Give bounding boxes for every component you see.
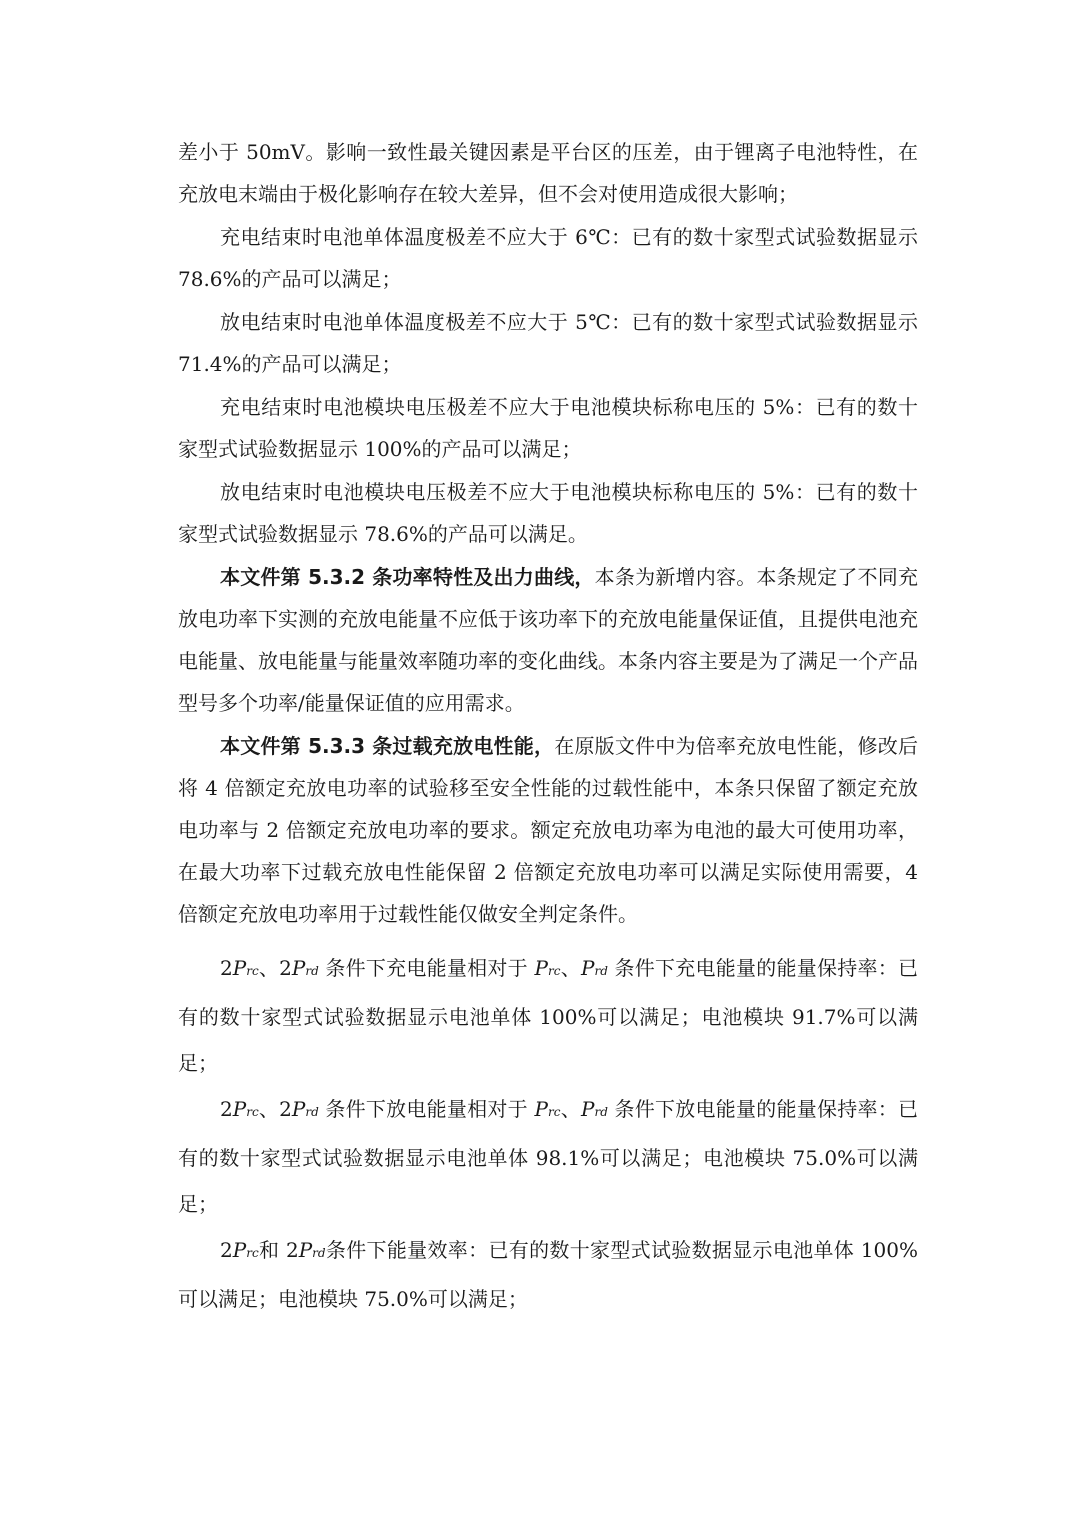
paragraph-7-text: 在原版文件中为倍率充放电性能，修改后将 4 倍额定充放电功率的试验移至安全性能的过载性能中，本条只保留了额定充放电功率与 2 倍额定充放电功率的要求。额定充放电功率为电池的最大可使用功率，在最大功率下过载充放电性能保留 2 倍额定充放电功率可以满足实际使用需要，4 倍额定充放电功率用于过载性能仅做安全判定条件。 xyxy=(178,734,919,926)
p8-sub-3: rc xyxy=(548,964,561,978)
p10-symbol-2: P xyxy=(298,1238,313,1262)
paragraph-5 xyxy=(178,471,918,555)
paragraph-2-text: 充电结束时电池单体温度极差不应大于 6℃：已有的数十家型式试验数据显示 78.6%的产品可以满足； xyxy=(178,225,918,291)
p10-prefix-2: 和 2 xyxy=(258,1238,299,1262)
p9-prefix-1: 2 xyxy=(220,1097,233,1121)
p9-prefix-2: 、2 xyxy=(258,1097,292,1121)
p9-sub-2: rd xyxy=(305,1105,319,1119)
p8-symbol-2: P xyxy=(291,956,306,980)
p8-sub-2: rd xyxy=(305,964,319,978)
paragraph-10-text: 条件下能量效率：已有的数十家型式试验数据显示电池单体 100%可以满足；电池模块 75.0%可以满足； xyxy=(178,1238,918,1311)
p9-symbol-2: P xyxy=(291,1097,306,1121)
p9-symbol-4: P xyxy=(580,1097,595,1121)
p8-prefix-2: 、2 xyxy=(258,956,292,980)
p8-sub-1: rc xyxy=(246,964,259,978)
p8-sub-4: rd xyxy=(594,964,608,978)
paragraph-7-heading: 本文件第 5.3.3 条过载充放电性能， xyxy=(220,734,555,758)
paragraph-2 xyxy=(178,216,918,300)
paragraph-10 xyxy=(178,1227,918,1322)
paragraph-5-text: 放电结束时电池模块电压极差不应大于电池模块标称电压的 5%：已有的数十家型式试验数据显示 78.6%的产品可以满足。 xyxy=(178,480,918,546)
paragraph-3 xyxy=(178,301,918,385)
p8-prefix-1: 2 xyxy=(220,956,233,980)
paragraph-1 xyxy=(178,131,918,215)
p10-symbol-1: P xyxy=(232,1238,247,1262)
p8-symbol-3: P xyxy=(534,956,548,980)
p8-symbol-4: P xyxy=(580,956,595,980)
p9-sub-1: rc xyxy=(246,1105,259,1119)
p9-sub-4: rd xyxy=(594,1105,608,1119)
paragraph-4-text: 充电结束时电池模块电压极差不应大于电池模块标称电压的 5%：已有的数十家型式试验数据显示 100%的产品可以满足； xyxy=(178,395,918,461)
paragraph-1-text: 差小于 50mV。影响一致性最关键因素是平台区的压差，由于锂离子电池特性，在充放电末端由于极化影响存在较大差异，但不会对使用造成很大影响； xyxy=(178,140,918,206)
paragraph-6-text: 本条为新增内容。本条规定了不同充放电功率下实测的充放电能量不应低于该功率下的充放电能量保证值，且提供电池充电能量、放电能量与能量效率随功率的变化曲线。本条内容主要是为了满足一个产品型号多个功率/能量保证值的应用需求。 xyxy=(178,565,918,715)
p9-sub-3: rc xyxy=(548,1105,561,1119)
p8-prefix-4: 、 xyxy=(560,956,581,980)
paragraph-9 xyxy=(178,1086,918,1227)
paragraph-6-heading: 本文件第 5.3.2 条功率特性及出力曲线， xyxy=(220,565,595,589)
paragraph-8 xyxy=(178,945,918,1086)
p9-prefix-4: 、 xyxy=(560,1097,581,1121)
paragraph-8-text: 条件下充电能量的能量保持率：已有的数十家型式试验数据显示电池单体 100%可以满足；电池模块 91.7%可以满足； xyxy=(178,956,919,1075)
p9-prefix-3: 条件下放电能量相对于 xyxy=(318,1097,535,1121)
p10-sub-1: rc xyxy=(246,1246,259,1260)
paragraph-3-text: 放电结束时电池单体温度极差不应大于 5℃：已有的数十家型式试验数据显示 71.4%的产品可以满足； xyxy=(178,310,918,376)
p9-symbol-1: P xyxy=(232,1097,247,1121)
p8-symbol-1: P xyxy=(232,956,247,980)
paragraph-7 xyxy=(178,725,918,935)
p10-prefix-1: 2 xyxy=(220,1238,233,1262)
p9-symbol-3: P xyxy=(534,1097,548,1121)
p10-sub-2: rd xyxy=(312,1246,326,1260)
paragraph-6 xyxy=(178,556,918,724)
paragraph-4 xyxy=(178,386,918,470)
p8-prefix-3: 条件下充电能量相对于 xyxy=(318,956,535,980)
paragraph-9-text: 条件下放电能量的能量保持率：已有的数十家型式试验数据显示电池单体 98.1%可以满足；电池模块 75.0%可以满足； xyxy=(178,1097,919,1216)
